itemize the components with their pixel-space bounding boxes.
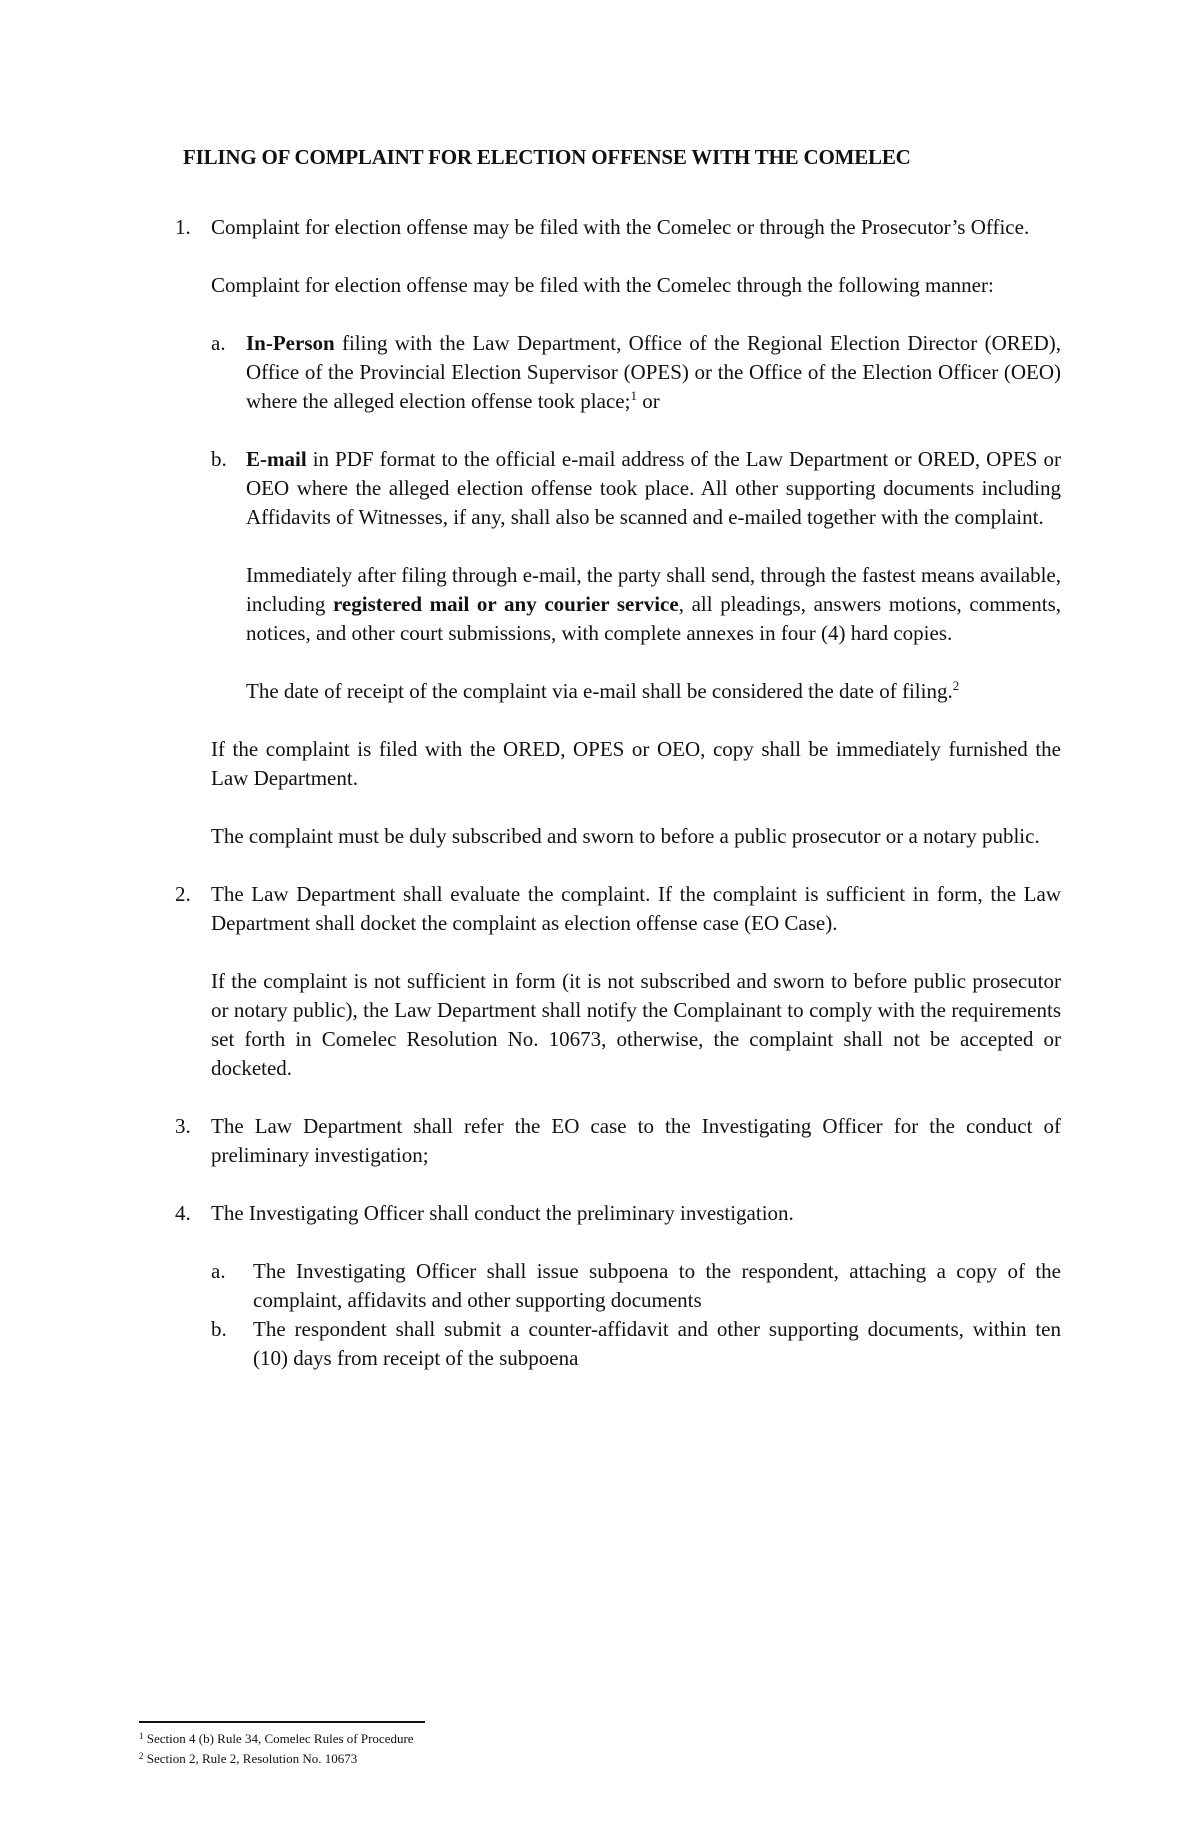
- paragraph: [246, 677, 1061, 706]
- list-item-1-paragraph-4: [0, 822, 1200, 851]
- footnote-text: Section 2, Rule 2, Resolution No. 10673: [143, 1751, 358, 1766]
- list-item-4: [0, 1199, 1200, 1228]
- list-item-1-paragraph-2: [0, 271, 1200, 300]
- sub-item-marker: b.: [211, 447, 227, 471]
- sub-item-1a: [0, 329, 1200, 416]
- list-number: 4.: [175, 1201, 191, 1225]
- paragraph: The Investigating Officer shall conduct the preliminary investigation.: [211, 1201, 794, 1225]
- footnote-1: [139, 1729, 839, 1749]
- footnotes: [139, 1729, 839, 1769]
- paragraph: If the complaint is filed with the ORED, OPES or OEO, copy shall be immediately furnished the Law Department.: [211, 737, 1061, 790]
- sub-item-marker: a.: [211, 331, 226, 355]
- paragraph: Complaint for election offense may be filed with the Comelec or through the Prosecutor’s Office.: [211, 215, 1030, 239]
- paragraph: The complaint must be duly subscribed and sworn to before a public prosecutor or a notary public.: [211, 824, 1040, 848]
- list-number: 3.: [175, 1114, 191, 1138]
- paragraph-text: , all pleadings, answers motions, comments, notices, and other court submissions, with complete annexes in four (4) hard copies.: [246, 592, 1061, 645]
- footnote-number: 1: [139, 1731, 144, 1741]
- paragraph: If the complaint is not sufficient in form (it is not subscribed and sworn to before public prosecutor or notary public), the Law Department shall notify the Complainant to comply with the requirements set forth in Comelec Resolution No. 10673, otherwise, the complaint shall not be accepted or docketed.: [211, 969, 1061, 1080]
- list-item-2: [0, 880, 1200, 938]
- list-item-1: [0, 213, 1200, 242]
- sub-item-1b-paragraph-3: [0, 677, 1200, 706]
- footnote-ref: 1: [630, 388, 637, 403]
- paragraph: The Law Department shall evaluate the complaint. If the complaint is sufficient in form, the Law Department shall docket the complaint as election offense case (EO Case).: [211, 882, 1061, 935]
- footnote-2: [139, 1749, 839, 1769]
- sub-item-1b: [0, 445, 1200, 532]
- list-number: 1.: [175, 215, 191, 239]
- paragraph-text: Immediately after filing through e-mail, the party shall send, through the fastest means available, including: [246, 563, 1061, 616]
- sub-item-marker: b.: [211, 1317, 227, 1341]
- paragraph: [246, 561, 1061, 648]
- list-item-3: [0, 1112, 1200, 1170]
- paragraph: The Law Department shall refer the EO case to the Investigating Officer for the conduct of preliminary investigation;: [211, 1114, 1061, 1167]
- paragraph: [246, 445, 1061, 532]
- sub-item-4b: [0, 1315, 1200, 1373]
- paragraph: The Investigating Officer shall issue subpoena to the respondent, attaching a copy of the complaint, affidavits and other supporting documents: [253, 1259, 1061, 1312]
- footnote-number: 2: [139, 1751, 144, 1761]
- bold-term: In-Person: [246, 331, 335, 355]
- page-title: FILING OF COMPLAINT FOR ELECTION OFFENSE WITH THE COMELEC: [183, 145, 911, 169]
- footnote-ref: 2: [952, 678, 960, 693]
- bold-term: E-mail: [246, 447, 307, 471]
- bold-term: registered mail or any courier service: [332, 592, 679, 616]
- paragraph-text: The date of receipt of the complaint via e-mail shall be considered the date of filing.: [246, 679, 953, 703]
- paragraph-tail: or: [636, 389, 660, 413]
- footnote-divider: [139, 1721, 425, 1723]
- list-item-1-paragraph-3: [0, 735, 1200, 793]
- paragraph: Complaint for election offense may be filed with the Comelec through the following manner:: [211, 273, 994, 297]
- paragraph: The respondent shall submit a counter-affidavit and other supporting documents, within ten (10) days from receipt of the subpoena: [253, 1317, 1061, 1370]
- paragraph: [246, 329, 1061, 416]
- paragraph-text: in PDF format to the official e-mail address of the Law Department or ORED, OPES or OEO where the alleged election offense took place. All other supporting documents including Affidavits of Witnesses, if any, shall also be scanned and e-mailed together with the complaint.: [246, 447, 1061, 529]
- footnote-text: Section 4 (b) Rule 34, Comelec Rules of Procedure: [143, 1731, 414, 1746]
- document-body: [0, 213, 1200, 1402]
- list-number: 2.: [175, 882, 191, 906]
- sub-item-4a: [0, 1257, 1200, 1315]
- paragraph-text: filing with the Law Department, Office of the Regional Election Director (ORED), Office of the Provincial Election Supervisor (OPES) or the Office of the Election Officer (OEO) where the alleged election offense took place;: [246, 331, 1061, 413]
- sub-item-1b-paragraph-2: [0, 561, 1200, 648]
- list-item-2-paragraph-2: [0, 967, 1200, 1083]
- sub-item-marker: a.: [211, 1259, 226, 1283]
